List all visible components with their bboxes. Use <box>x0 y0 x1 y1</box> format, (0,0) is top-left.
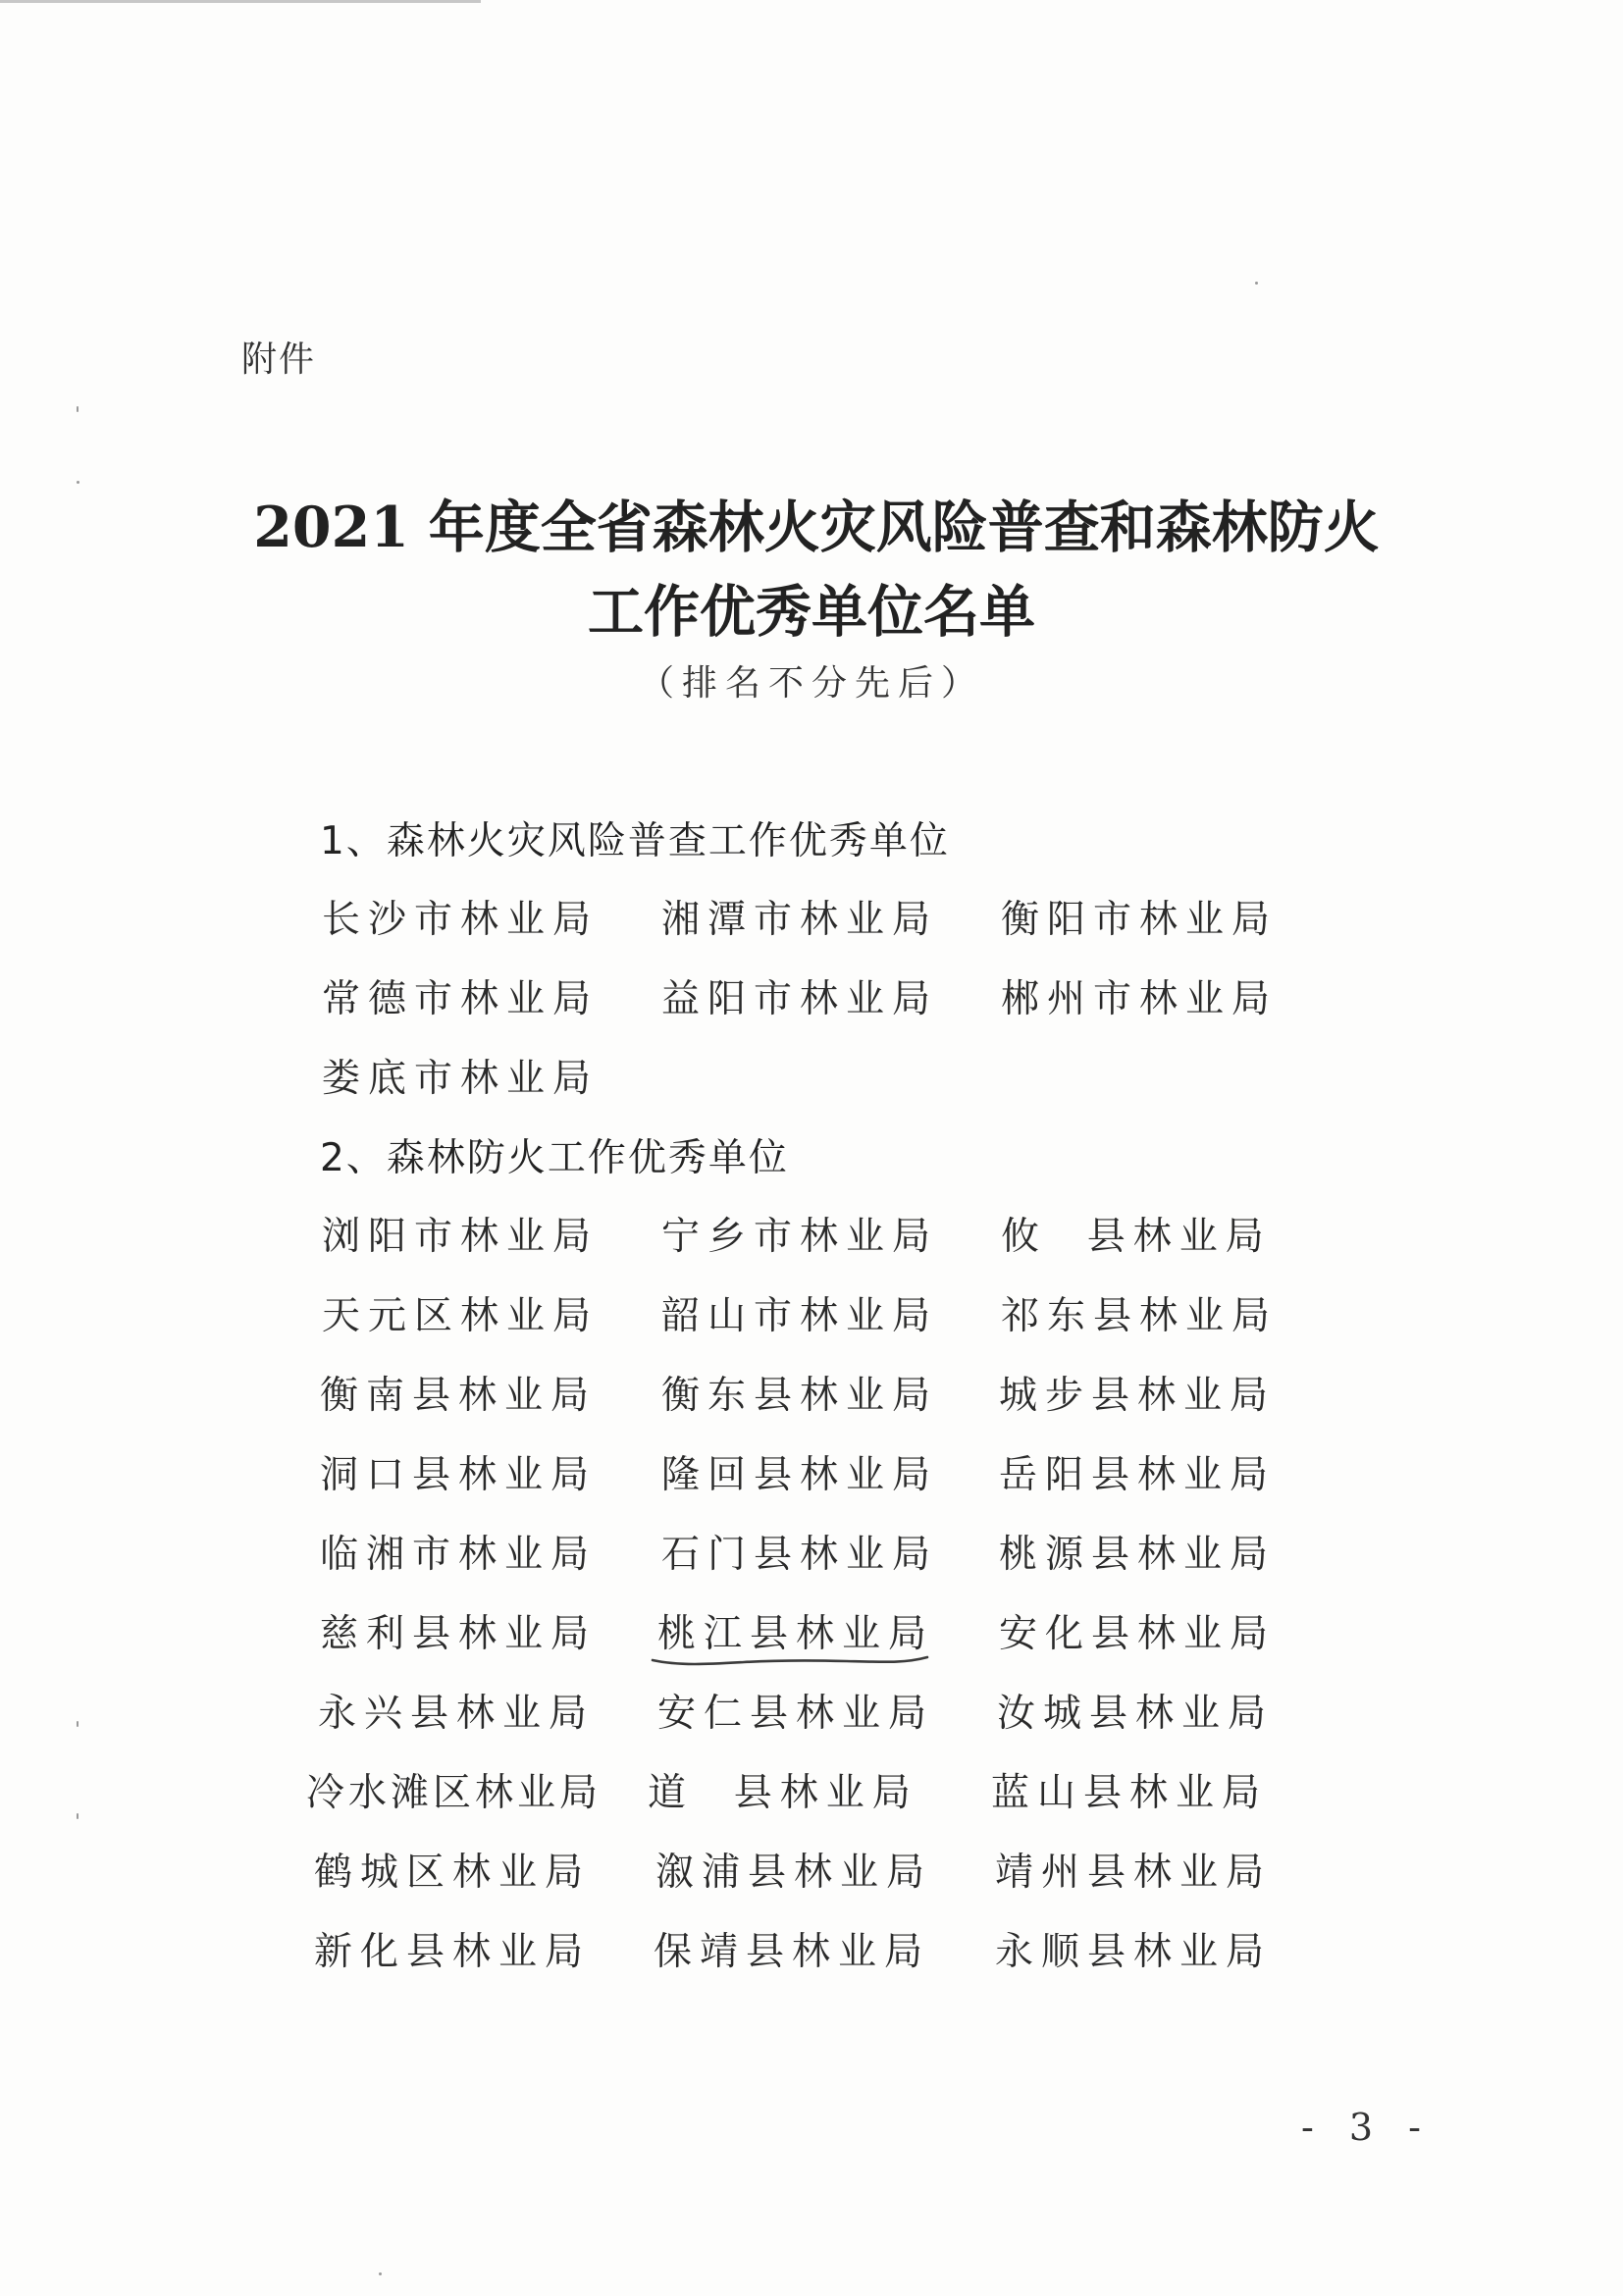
unit-name: 新化县林业局 <box>314 1930 592 1974</box>
unit-name: 韶山市林业局 <box>661 1294 939 1338</box>
scan-speck <box>77 481 79 484</box>
unit-name: 蓝山县林业局 <box>991 1771 1269 1815</box>
section-heading-1: 1、森林火灾风险普查工作优秀单位 <box>320 819 950 863</box>
unit-name: 靖州县林业局 <box>995 1851 1273 1895</box>
attachment-label: 附件 <box>241 339 317 380</box>
unit-name: 天元区林业局 <box>322 1294 600 1338</box>
scan-speck <box>379 2272 382 2275</box>
unit-name: 长沙市林业局 <box>322 898 600 942</box>
handwritten-underline-mark <box>651 1654 929 1668</box>
unit-name-underlined: 桃江县林业局 <box>657 1612 935 1656</box>
unit-name: 岳阳县林业局 <box>999 1453 1277 1497</box>
scan-speck <box>1255 282 1258 285</box>
unit-name: 衡阳市林业局 <box>1001 898 1279 942</box>
unit-name: 溆浦县林业局 <box>655 1851 933 1895</box>
unit-name: 洞口县林业局 <box>320 1453 598 1497</box>
scan-speck <box>77 406 79 412</box>
unit-name: 攸 县林业局 <box>1001 1215 1272 1259</box>
unit-name: 益阳市林业局 <box>661 977 939 1021</box>
unit-name: 安化县林业局 <box>999 1612 1277 1656</box>
unit-name: 安仁县林业局 <box>657 1692 935 1736</box>
unit-name: 保靖县林业局 <box>654 1930 931 1974</box>
scan-speck <box>77 1721 79 1727</box>
unit-name: 城步县林业局 <box>999 1374 1277 1418</box>
unit-name: 桃源县林业局 <box>999 1533 1277 1577</box>
section-heading-2: 2、森林防火工作优秀单位 <box>320 1136 789 1180</box>
scan-edge-line <box>0 0 481 3</box>
page-number: - 3 - <box>1301 2106 1434 2149</box>
unit-name: 慈利县林业局 <box>320 1612 598 1656</box>
unit-name: 永顺县林业局 <box>995 1930 1273 1974</box>
document-title-line-1: 2021 年度全省森林火灾风险普查和森林防火 <box>253 495 1380 560</box>
document-title-line-2: 工作优秀单位名单 <box>588 579 1035 645</box>
scan-speck <box>77 1813 79 1819</box>
unit-name: 石门县林业局 <box>661 1533 939 1577</box>
unit-name: 郴州市林业局 <box>1001 977 1279 1021</box>
unit-name: 衡南县林业局 <box>320 1374 598 1418</box>
unit-name: 常德市林业局 <box>322 977 600 1021</box>
unit-name: 衡东县林业局 <box>661 1374 939 1418</box>
unit-name: 祁东县林业局 <box>1001 1294 1279 1338</box>
unit-name: 鹤城区林业局 <box>314 1851 592 1895</box>
unit-name: 娄底市林业局 <box>322 1057 600 1101</box>
unit-name: 永兴县林业局 <box>318 1692 596 1736</box>
unit-name: 道 县林业局 <box>648 1771 918 1815</box>
unit-name: 汝城县林业局 <box>997 1692 1275 1736</box>
document-subtitle: （排名不分先后） <box>638 663 984 704</box>
unit-name: 冷水滩区林业局 <box>306 1771 602 1815</box>
unit-name: 湘潭市林业局 <box>661 898 939 942</box>
unit-name: 宁乡市林业局 <box>661 1215 939 1259</box>
unit-name: 浏阳市林业局 <box>322 1215 600 1259</box>
unit-name: 隆回县林业局 <box>661 1453 939 1497</box>
unit-name: 临湘市林业局 <box>320 1533 598 1577</box>
